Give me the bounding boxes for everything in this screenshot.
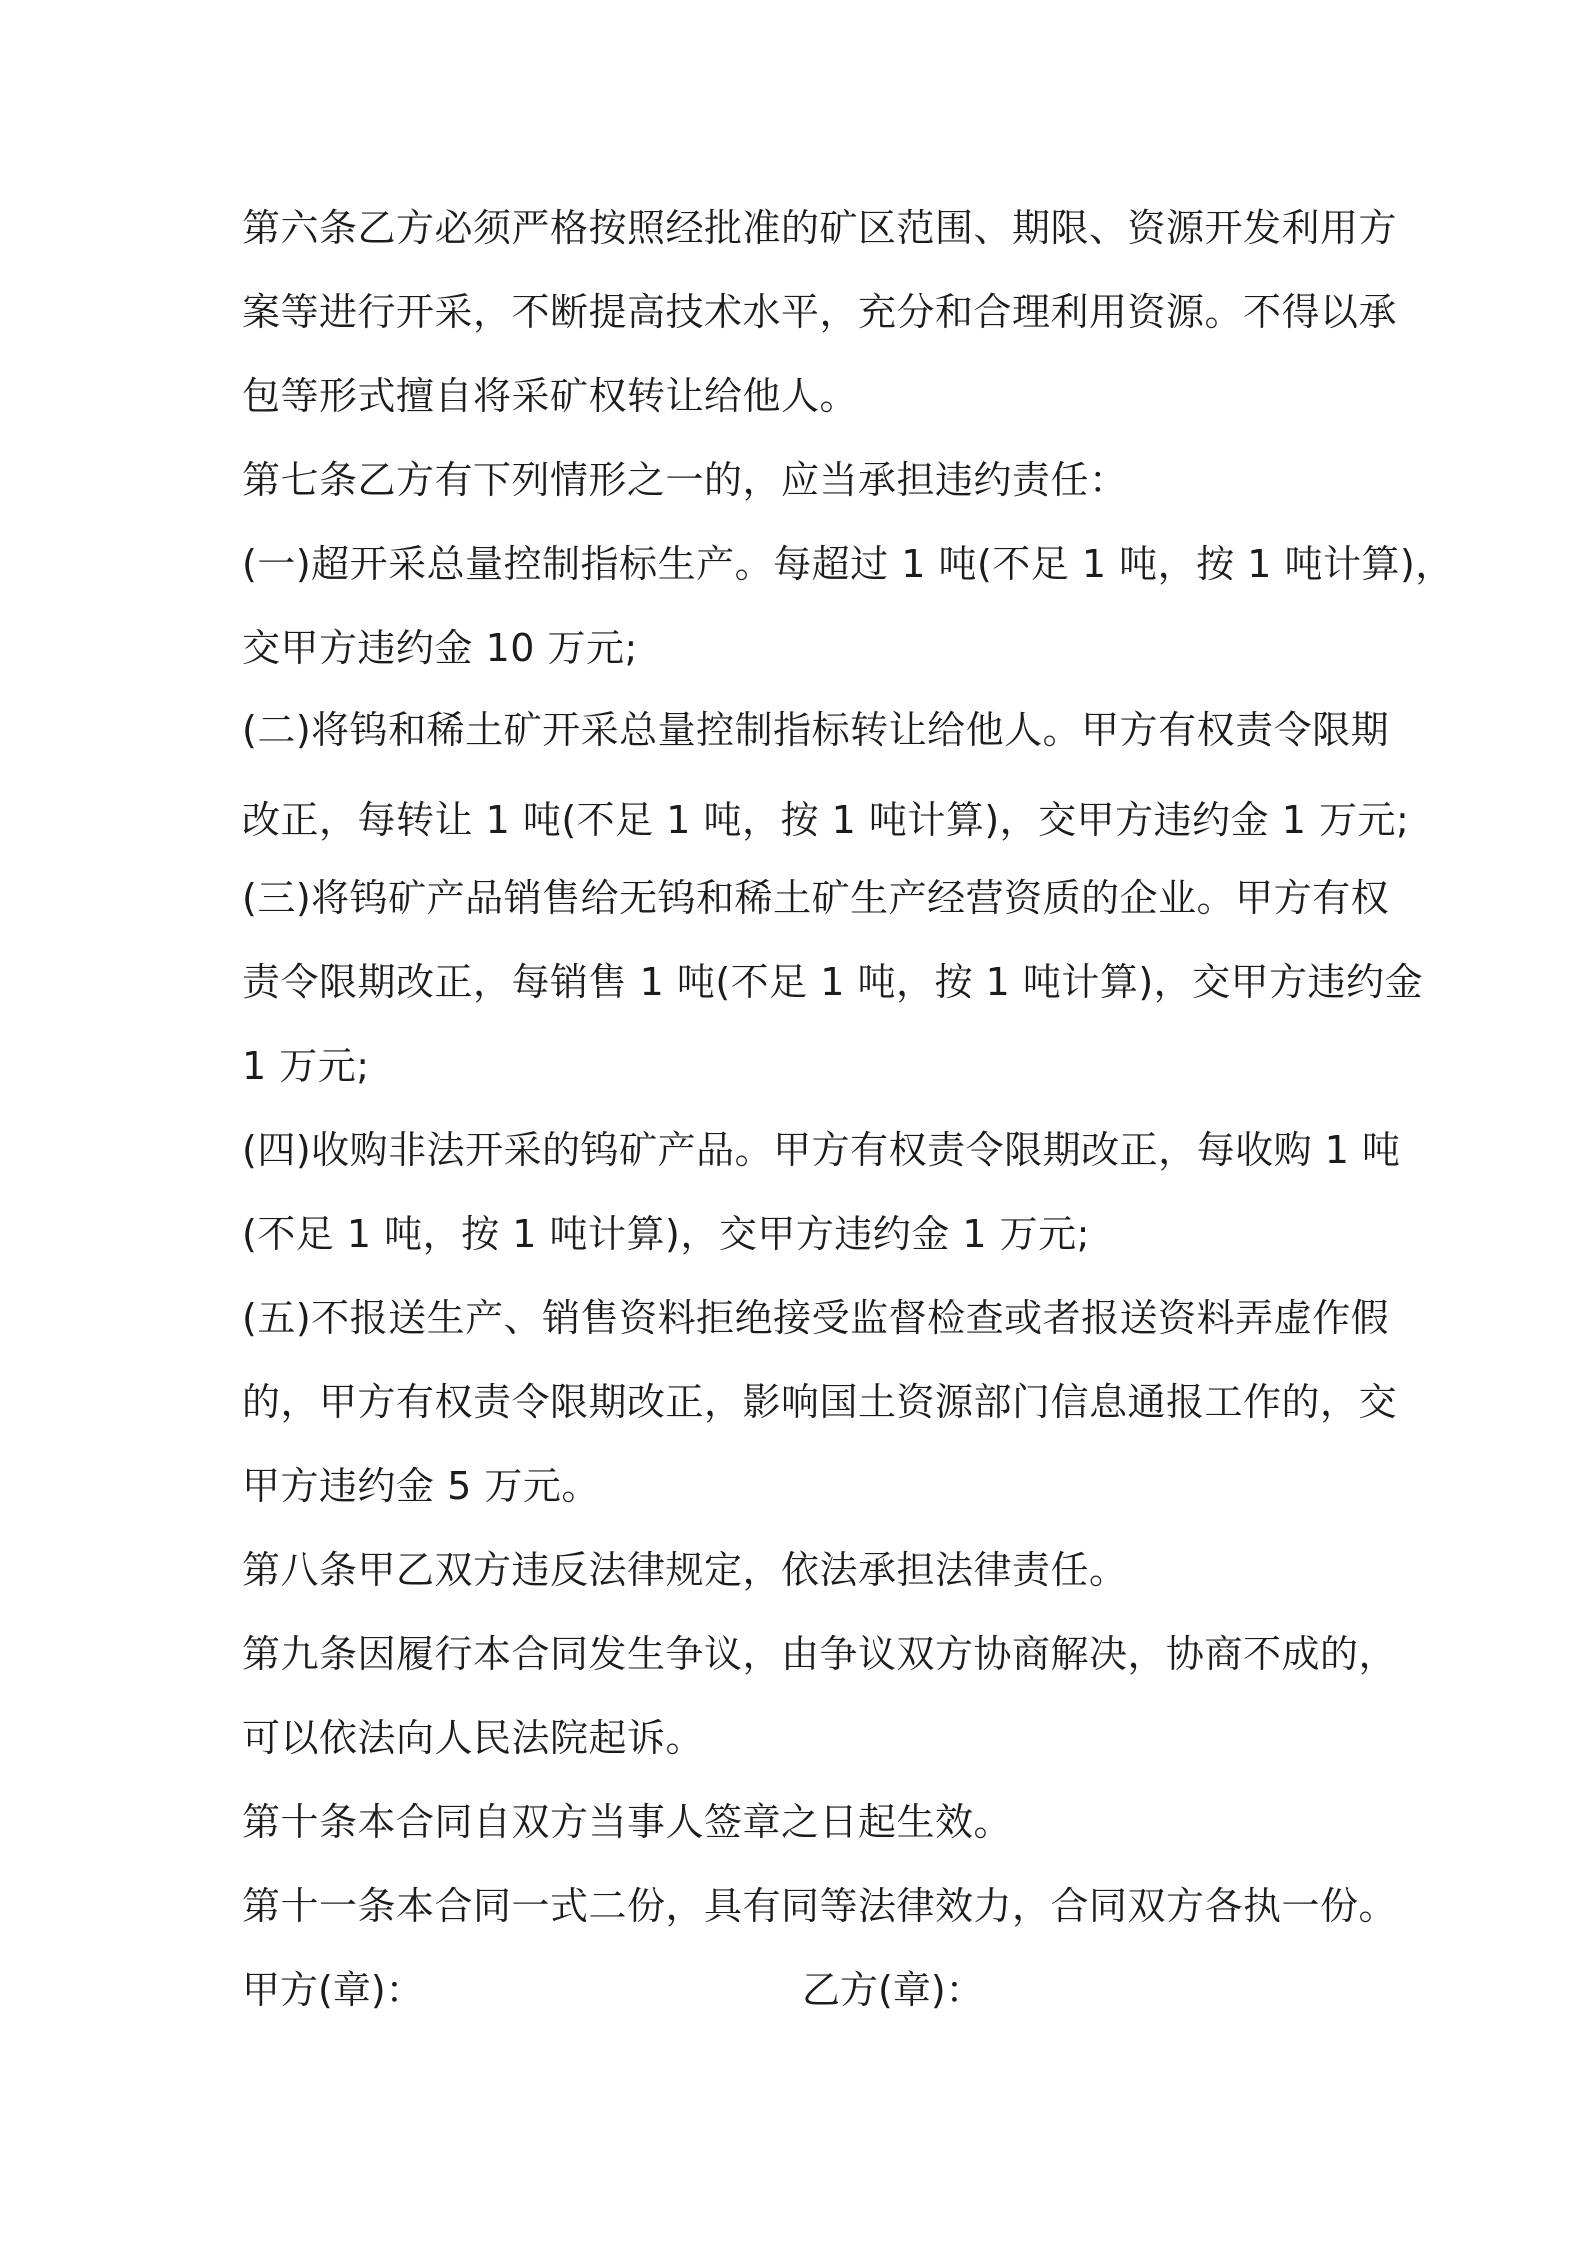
text-line: 可以依法向人民法院起诉。 [242,1716,705,1760]
text-line: 第七条乙方有下列情形之一的，应当承担违约责任： [242,458,1128,502]
text-line: 责令限期改正，每销售 1 吨(不足 1 吨，按 1 吨计算)，交甲方违约金 [242,960,1424,1004]
text-line: 1 万元; [242,1044,370,1088]
text-line: 第六条乙方必须严格按照经批准的矿区范围、期限、资源开发利用方 [242,206,1398,250]
text-line: 交甲方违约金 10 万元; [242,626,638,670]
text-line: (二)将钨和稀土矿开采总量控制指标转让给他人。甲方有权责令限期 [242,708,1390,752]
text-line: 第十一条本合同一式二份，具有同等法律效力，合同双方各执一份。 [242,1884,1398,1928]
text-line: 改正，每转让 1 吨(不足 1 吨，按 1 吨计算)，交甲方违约金 1 万元; [242,798,1410,842]
text-line: 案等进行开采，不断提高技术水平，充分和合理利用资源。不得以承 [242,290,1398,334]
party-a-seal-label: 甲方(章)： [242,1968,424,2012]
text-line: 第八条甲乙双方违反法律规定，依法承担法律责任。 [242,1548,1128,1592]
party-b-seal-label: 乙方(章)： [802,1968,984,2012]
text-line: (不足 1 吨，按 1 吨计算)，交甲方违约金 1 万元; [242,1212,1090,1256]
text-line: (一)超开采总量控制指标生产。每超过 1 吨(不足 1 吨，按 1 吨计算)， [242,542,1454,586]
text-line: (五)不报送生产、销售资料拒绝接受监督检查或者报送资料弄虚作假 [242,1296,1390,1340]
text-line: (四)收购非法开采的钨矿产品。甲方有权责令限期改正，每收购 1 吨 [242,1128,1401,1172]
text-line: 包等形式擅自将采矿权转让给他人。 [242,374,859,418]
text-line: 甲方违约金 5 万元。 [242,1464,600,1508]
text-line: 第十条本合同自双方当事人签章之日起生效。 [242,1800,1013,1844]
text-line: 第九条因履行本合同发生争议，由争议双方协商解决，协商不成的， [242,1632,1398,1676]
text-line: 的，甲方有权责令限期改正，影响国土资源部门信息通报工作的，交 [242,1380,1398,1424]
text-line: (三)将钨矿产品销售给无钨和稀土矿生产经营资质的企业。甲方有权 [242,876,1390,920]
